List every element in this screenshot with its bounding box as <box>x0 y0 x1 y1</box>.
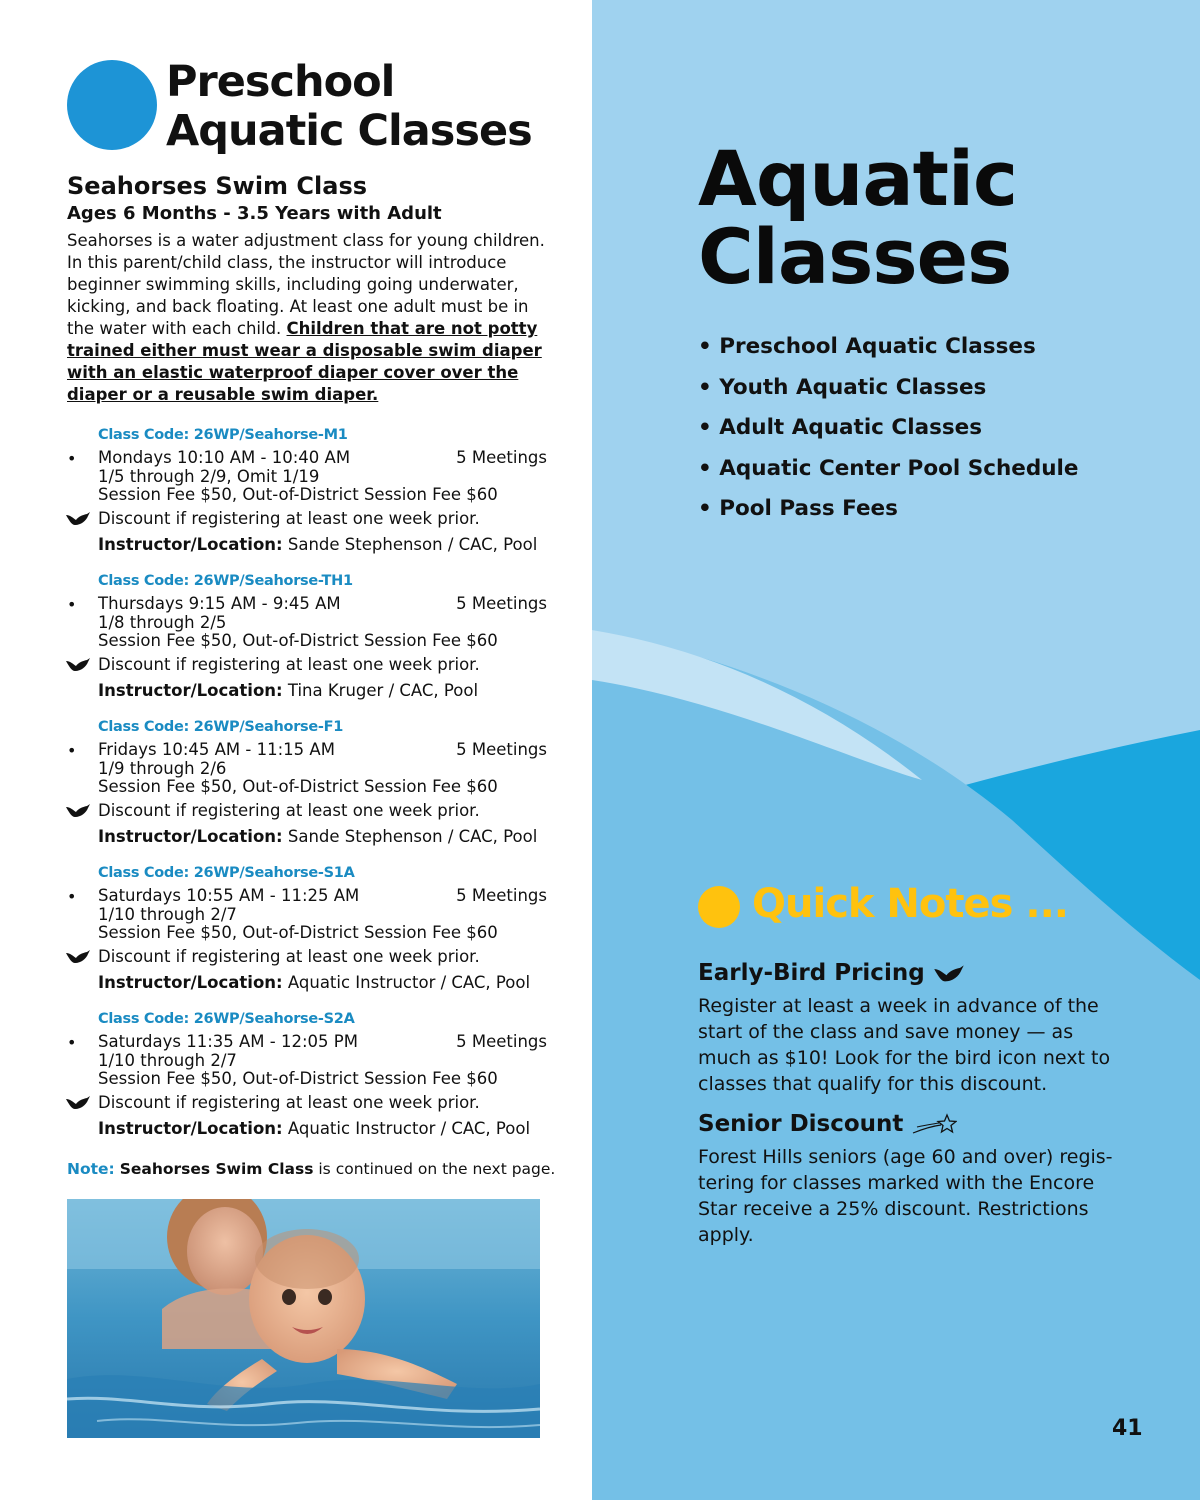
session-dates: 1/5 through 2/9, Omit 1/19 <box>98 467 320 486</box>
instructor-value: Sande Stephenson / CAC, Pool <box>282 535 538 554</box>
bullet-icon: • <box>67 887 77 906</box>
session-dates: 1/9 through 2/6 <box>98 759 227 778</box>
instructor-location <box>98 1120 530 1138</box>
section-dot <box>67 60 157 150</box>
instructor-value: Aquatic Instructor / CAC, Pool <box>282 1119 531 1138</box>
section-title <box>166 58 586 156</box>
class-description <box>67 230 547 406</box>
bullet-icon: • <box>67 595 77 614</box>
aquatic-classes-title <box>698 134 1018 301</box>
class-description-text: Seahorses is a water adjustment class for young children. In this parent/child class, the instructor will introduce beginner swimming skills, including going underwater, kicking, and back floating. At least one adult must be in the water with each child. <box>67 231 545 338</box>
instructor-label: Instructor/Location: <box>98 827 283 846</box>
class-code: Class Code: 26WP/Seahorse-S1A <box>98 865 355 881</box>
session-fee: Session Fee $50, Out-of-District Session Fee $60 <box>98 1069 498 1088</box>
page-number: 41 <box>1112 1416 1143 1441</box>
session-meetings: 5 Meetings <box>456 740 547 759</box>
quick-notes-dot <box>698 886 740 928</box>
bullet-icon: • <box>67 1033 77 1052</box>
early-bird-heading <box>698 960 965 986</box>
bullet-icon: • <box>67 449 77 468</box>
session-meetings: 5 Meetings <box>456 1032 547 1051</box>
session-fee: Session Fee $50, Out-of-District Session Fee $60 <box>98 631 498 650</box>
encore-star-icon <box>911 1113 957 1137</box>
early-bird-title: Early-Bird Pricing <box>698 960 925 986</box>
discount-text: Discount if registering at least one week prior. <box>98 655 480 674</box>
class-code: Class Code: 26WP/Seahorse-S2A <box>98 1011 355 1027</box>
discount-text: Discount if registering at least one week prior. <box>98 947 480 966</box>
senior-discount-title: Senior Discount <box>698 1111 904 1137</box>
senior-discount-text: Forest Hills seniors (age 60 and over) regis-tering for classes marked with the Encore Star receive a 25% discount. Restrictions apply. <box>698 1146 1113 1246</box>
bird-icon <box>65 803 91 819</box>
note-label: Note: <box>67 1160 115 1178</box>
baby-swimming-photo <box>67 1199 540 1438</box>
bird-icon <box>65 511 91 527</box>
session-days: Mondays 10:10 AM - 10:40 AM <box>98 448 351 467</box>
session-days: Saturdays 10:55 AM - 11:25 AM <box>98 886 360 905</box>
note-rest: is continued on the next page. <box>313 1160 556 1178</box>
session-days: Saturdays 11:35 AM - 12:05 PM <box>98 1032 358 1051</box>
instructor-location <box>98 828 537 846</box>
instructor-value: Sande Stephenson / CAC, Pool <box>282 827 538 846</box>
contents-item: • Pool Pass Fees <box>698 496 898 521</box>
class-code: Class Code: 26WP/Seahorse-F1 <box>98 719 344 735</box>
right-panel <box>592 0 1200 1500</box>
session-days: Fridays 10:45 AM - 11:15 AM <box>98 740 335 759</box>
bullet-icon: • <box>67 741 77 760</box>
contents-item: • Aquatic Center Pool Schedule <box>698 455 1079 481</box>
instructor-value: Tina Kruger / CAC, Pool <box>282 681 479 700</box>
instructor-label: Instructor/Location: <box>98 681 283 700</box>
section-title-line1: Preschool <box>166 57 395 107</box>
session-fee: Session Fee $50, Out-of-District Session Fee $60 <box>98 777 498 796</box>
class-ages: Ages 6 Months - 3.5 Years with Adult <box>67 203 442 224</box>
big-title-line2: Classes <box>698 212 1012 301</box>
class-code: Class Code: 26WP/Seahorse-M1 <box>98 427 348 443</box>
continued-note <box>67 1160 555 1178</box>
contents-item: • Adult Aquatic Classes <box>698 415 983 440</box>
left-column <box>0 0 592 1500</box>
bird-icon <box>933 964 965 984</box>
instructor-label: Instructor/Location: <box>98 973 283 992</box>
big-title-line1: Aquatic <box>698 134 1018 223</box>
bird-icon <box>65 657 91 673</box>
session-days: Thursdays 9:15 AM - 9:45 AM <box>98 594 341 613</box>
bird-icon <box>65 1095 91 1111</box>
discount-text: Discount if registering at least one week prior. <box>98 509 480 528</box>
bird-icon <box>65 949 91 965</box>
class-code: Class Code: 26WP/Seahorse-TH1 <box>98 573 353 589</box>
note-class-name: Seahorses Swim Class <box>119 1160 314 1178</box>
instructor-value: Aquatic Instructor / CAC, Pool <box>282 973 531 992</box>
contents-item: • Preschool Aquatic Classes <box>698 334 1036 359</box>
class-name: Seahorses Swim Class <box>67 172 368 200</box>
senior-discount-heading <box>698 1111 957 1137</box>
discount-text: Discount if registering at least one week prior. <box>98 801 480 820</box>
instructor-location <box>98 536 537 554</box>
diaper-warning: Children that are not potty trained either must wear a disposable swim diaper with an elastic waterproof diaper cover over the diaper or a reusable swim diaper. <box>67 319 542 404</box>
session-dates: 1/8 through 2/5 <box>98 613 227 632</box>
photo-illustration <box>67 1199 540 1438</box>
contents-item: • Youth Aquatic Classes <box>698 374 987 400</box>
quick-notes-title: Quick Notes ... <box>752 881 1068 927</box>
session-meetings: 5 Meetings <box>456 594 547 613</box>
session-fee: Session Fee $50, Out-of-District Session Fee $60 <box>98 485 498 504</box>
discount-text: Discount if registering at least one week prior. <box>98 1093 480 1112</box>
section-title-line2: Aquatic Classes <box>166 106 532 156</box>
early-bird-text: Register at least a week in advance of the start of the class and save money — as much as $10! Look for the bird icon next to classes that qualify for this discount. <box>698 995 1111 1095</box>
session-meetings: 5 Meetings <box>456 886 547 905</box>
session-dates: 1/10 through 2/7 <box>98 1051 237 1070</box>
session-dates: 1/10 through 2/7 <box>98 905 237 924</box>
instructor-location <box>98 682 478 700</box>
instructor-label: Instructor/Location: <box>98 1119 283 1138</box>
session-fee: Session Fee $50, Out-of-District Session Fee $60 <box>98 923 498 942</box>
instructor-location <box>98 974 530 992</box>
contents-list <box>698 330 1078 533</box>
instructor-label: Instructor/Location: <box>98 535 283 554</box>
session-meetings: 5 Meetings <box>456 448 547 467</box>
